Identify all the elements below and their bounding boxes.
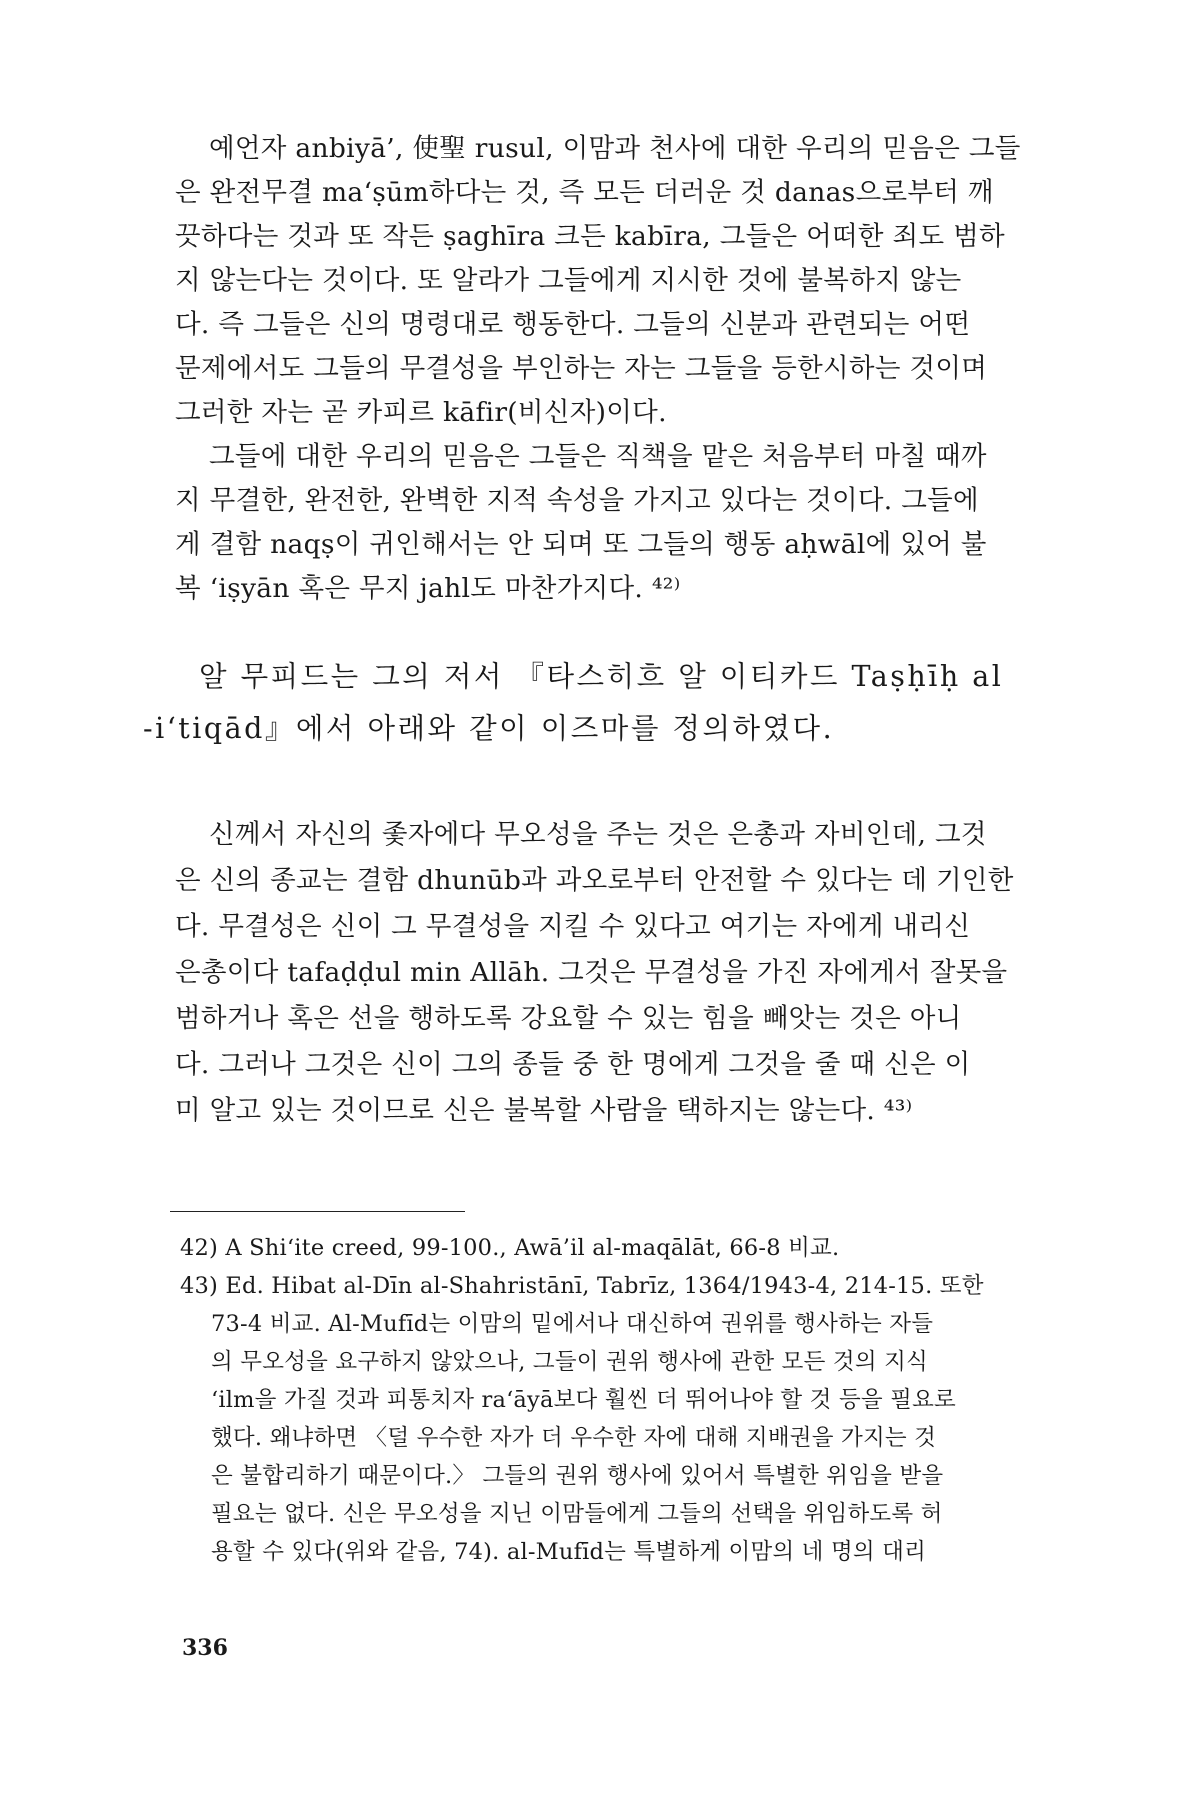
footnote-line: 필요는 없다. 신은 무오성을 지닌 이맘들에게 그들의 선택을 위임하도록 허: [211, 1501, 943, 1527]
text-line: 끗하다는 것과 또 작든 ṣaghīra 크든 kabīra, 그들은 어떠한 죄도 범하: [175, 221, 1005, 252]
footnote-line: 의 무오성을 요구하지 않았으나, 그들이 권위 행사에 관한 모든 것의 지식: [211, 1349, 928, 1375]
text-line: 다. 무결성은 신이 그 무결성을 지킬 수 있다고 여기는 자에게 내리신: [175, 911, 971, 942]
text-line: 지 않는다는 것이다. 또 알라가 그들에게 지시한 것에 불복하지 않는: [175, 265, 962, 296]
text-line: -i‘tiqād』에서 아래와 같이 이즈마를 정의하였다.: [143, 712, 835, 745]
text-line: 예언자 anbiyā’, 使聖 rusul, 이맘과 천사에 대한 우리의 믿음은 그들: [209, 133, 1021, 164]
text-line: 문제에서도 그들의 무결성을 부인하는 자는 그들을 등한시하는 것이며: [175, 353, 988, 384]
text-line: 그들에 대한 우리의 믿음은 그들은 직책을 맡은 처음부터 마칠 때까: [209, 441, 987, 472]
text-line: 게 결함 naqṣ이 귀인해서는 안 되며 또 그들의 행동 aḥwāl에 있어 불: [175, 529, 987, 560]
text-line: 신께서 자신의 좇자에다 무오성을 주는 것은 은총과 자비인데, 그것: [209, 819, 987, 850]
page-number: 336: [182, 1635, 228, 1661]
text-line: 범하거나 혹은 선을 행하도록 강요할 수 있는 힘을 빼앗는 것은 아니: [175, 1003, 962, 1034]
footnote-line: 43) Ed. Hibat al-Dīn al-Shahristānī, Tabrīz, 1364/1943-4, 214-15. 또한: [180, 1273, 984, 1299]
text-line: 알 무피드는 그의 저서 『타스히흐 알 이티카드 Taṣḥīḥ al: [199, 660, 1004, 693]
footnote-line: ‘ilm을 가질 것과 피통치자 ra‘āyā보다 훨씬 더 뛰어나야 할 것 등을 필요로: [211, 1387, 956, 1413]
text-line: 다. 그러나 그것은 신이 그의 종들 중 한 명에게 그것을 줄 때 신은 이: [175, 1049, 971, 1080]
footnote-line: 용할 수 있다(위와 같음, 74). al-Mufīd는 특별하게 이맘의 네 명의 대리: [211, 1539, 927, 1565]
text-line: 다. 즉 그들은 신의 명령대로 행동한다. 그들의 신분과 관련되는 어떤: [175, 309, 971, 340]
footnote-line: 42) A Shi‘ite creed, 99-100., Awā’il al-maqālāt, 66-8 비교.: [180, 1235, 840, 1261]
footnote-line: 했다. 왜냐하면 〈덜 우수한 자가 더 우수한 자에 대해 지배권을 가지는 것: [211, 1425, 937, 1451]
text-line: 지 무결한, 완전한, 완벽한 지적 속성을 가지고 있다는 것이다. 그들에: [175, 485, 979, 516]
text-line: 은 신의 종교는 결함 dhunūb과 과오로부터 안전할 수 있다는 데 기인한: [175, 865, 1014, 896]
footnote-line: 은 불합리하기 때문이다.〉 그들의 권위 행사에 있어서 특별한 위임을 받을: [211, 1463, 944, 1489]
text-line: 은총이다 tafaḍḍul min Allāh. 그것은 무결성을 가진 자에게서 잘못을: [175, 957, 1008, 988]
text-line: 은 완전무결 ma‘ṣūm하다는 것, 즉 모든 더러운 것 danas으로부터 깨: [175, 177, 994, 208]
footnote-separator: [170, 1211, 465, 1212]
text-line: 복 ‘iṣyān 혹은 무지 jahl도 마찬가지다. ⁴²⁾: [175, 573, 681, 604]
text-line: 그러한 자는 곧 카피르 kāfir(비신자)이다.: [175, 397, 667, 428]
text-line: 미 알고 있는 것이므로 신은 불복할 사람을 택하지는 않는다. ⁴³⁾: [175, 1095, 913, 1126]
footnote-line: 73-4 비교. Al-Mufīd는 이맘의 밑에서나 대신하여 권위를 행사하는 자들: [211, 1311, 934, 1337]
